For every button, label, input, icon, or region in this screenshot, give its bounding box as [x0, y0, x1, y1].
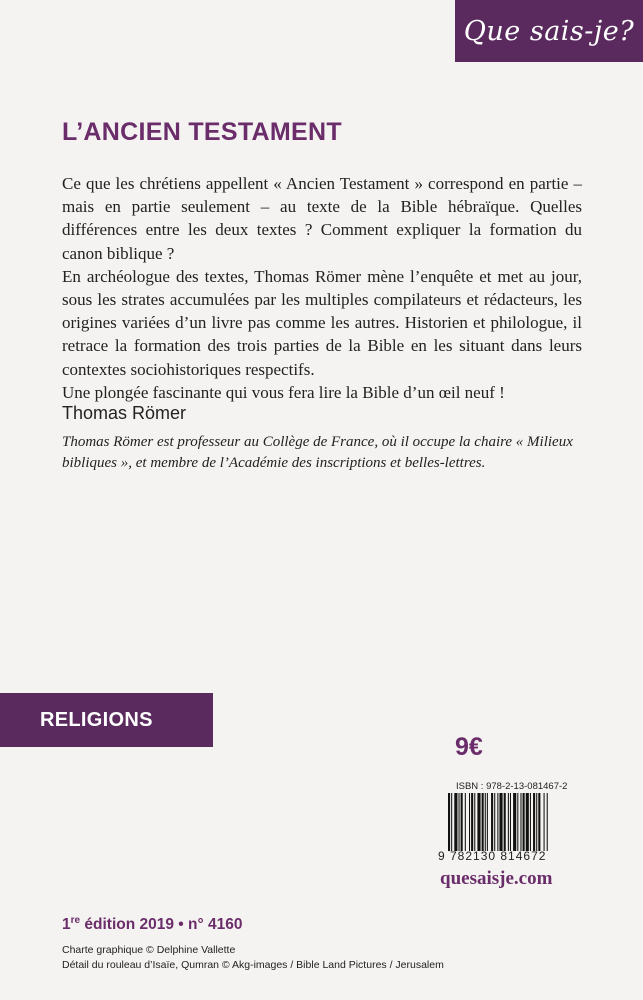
barcode-bar: [517, 793, 518, 851]
edition-rest: édition 2019 • n° 4160: [80, 916, 243, 934]
barcode-bar: [533, 793, 535, 851]
barcode-bar: [485, 793, 486, 851]
barcode-bar: [471, 793, 473, 851]
barcode-bar: [499, 793, 502, 851]
credit-line: Détail du rouleau d’Isaïe, Qumran © Akg-images / Bible Land Pictures / Jerusalem: [62, 959, 444, 971]
series-logo-label: Que sais-je?: [463, 15, 635, 47]
credits: [62, 943, 444, 973]
barcode-bar: [536, 793, 537, 851]
category-band: [0, 693, 213, 747]
barcode-bar: [497, 793, 498, 851]
website-link[interactable]: quesaisje.com: [440, 868, 553, 889]
isbn: ISBN : 978-2-13-081467-2: [456, 781, 568, 792]
barcode-bar: [482, 793, 484, 851]
author-bio-text: Thomas Römer est professeur au Collège de France, où il occupe la chaire « Milieux bibliques », et membre de l’Académie des inscriptions et belles-lettres.: [62, 434, 573, 471]
author-name: Thomas Römer: [62, 403, 187, 423]
price: 9€: [455, 733, 483, 761]
description-paragraph: En archéologue des textes, Thomas Römer mène l’enquête et met au jour, sous les strates accumulées par les multiples compilateurs et rédacteurs, les origines variées d’un livre pas comme les autres. Historien et philologue, il retrace la formation des trois parties de la Bible en les situant dans leurs contextes sociohistoriques respectifs.: [62, 266, 582, 379]
barcode-bar: [526, 793, 529, 851]
barcode-bar: [474, 793, 475, 851]
edition-prefix: 1: [62, 916, 71, 934]
barcode-number: 9 782130 814672: [438, 849, 547, 863]
barcode-bar: [451, 793, 452, 851]
barcode-bar: [469, 793, 470, 851]
barcode-bar: [510, 793, 511, 851]
barcode-bar: [538, 793, 540, 851]
barcode-icon: [438, 793, 588, 851]
barcode-bar: [504, 793, 506, 851]
barcode-bar: [520, 793, 521, 851]
book-description: [62, 172, 582, 404]
barcode-bar: [491, 793, 493, 851]
barcode-bar: [454, 793, 457, 851]
barcode-bar: [530, 793, 531, 851]
barcode-bar: [523, 793, 525, 851]
series-logo: [455, 0, 643, 62]
barcode-bar: [465, 793, 466, 851]
credit-line: Charte graphique © Delphine Vallette: [62, 944, 236, 956]
category-label: RELIGIONS: [40, 708, 153, 731]
barcode-bar: [477, 793, 480, 851]
book-title: L’ANCIEN TESTAMENT: [62, 118, 342, 146]
edition-superscript: re: [70, 915, 81, 926]
barcode-bar: [461, 793, 463, 851]
description-paragraph: Ce que les chrétiens appellent « Ancien Testament » correspond en partie – mais en partie seulement – au texte de la Bible hébraïque. Quelles différences entre les deux textes ? Comment expliquer la formation du canon biblique ?: [62, 174, 582, 263]
barcode-bar: [544, 793, 545, 851]
author-bio: [62, 432, 582, 474]
barcode-bar: [494, 793, 495, 851]
barcode-bar: [487, 793, 488, 851]
barcode-bar: [459, 793, 460, 851]
description-paragraph: Une plongée fascinante qui vous fera lire la Bible d’un œil neuf !: [62, 382, 505, 402]
edition-info: [62, 915, 242, 934]
barcode-bar: [513, 793, 516, 851]
barcode-bar: [508, 793, 509, 851]
barcode-bar: [448, 793, 450, 851]
barcode-bar: [547, 793, 548, 851]
